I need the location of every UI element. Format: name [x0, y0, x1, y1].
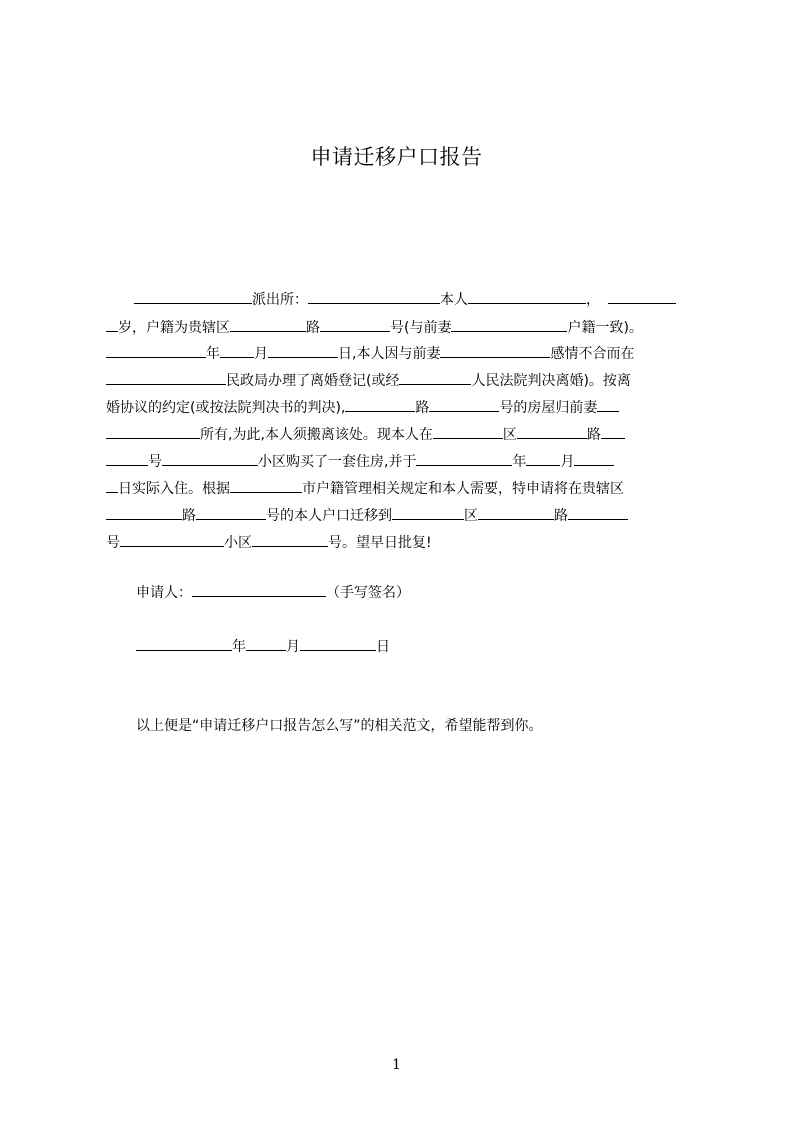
body-line-8: [106, 477, 700, 501]
body-text: 路: [586, 427, 601, 443]
fill-blank[interactable]: [440, 342, 550, 358]
fill-blank[interactable]: [196, 504, 266, 520]
applicant-line: [136, 581, 410, 605]
footer-note: [136, 714, 543, 738]
body-text: 号: [106, 535, 120, 551]
fill-blank[interactable]: [433, 423, 503, 439]
fill-blank[interactable]: [230, 477, 302, 493]
fill-blank[interactable]: [308, 288, 440, 304]
body-line-6: [106, 423, 700, 447]
fill-blank[interactable]: [416, 450, 512, 466]
body-line-4: [106, 369, 700, 393]
body-line-5: [106, 396, 700, 420]
day-label: 日: [376, 639, 390, 655]
fill-blank[interactable]: [252, 531, 328, 547]
fill-blank[interactable]: [392, 504, 464, 520]
body-text: 区: [502, 427, 517, 443]
body-line-10: [106, 531, 700, 555]
fill-blank[interactable]: [106, 316, 118, 332]
body-text: 感情不合而在: [550, 346, 635, 362]
fill-blank[interactable]: [608, 288, 676, 304]
fill-blank[interactable]: [106, 477, 118, 493]
body-text: 小区: [224, 535, 252, 551]
body-text: 小区购买了一套住房,并于: [258, 454, 417, 470]
fill-blank[interactable]: [106, 504, 182, 520]
body-line-7: [106, 450, 700, 474]
fill-blank[interactable]: [597, 396, 619, 412]
body-text: 婚协议的约定(或按法院判决书的判决),: [106, 400, 346, 416]
body-text: 号: [148, 454, 162, 470]
fill-blank[interactable]: [601, 423, 625, 439]
day-blank[interactable]: [300, 635, 376, 651]
document-title: 申请迁移户口报告: [310, 145, 483, 169]
body-text: 年: [512, 454, 527, 470]
month-blank[interactable]: [246, 635, 286, 651]
fill-blank[interactable]: [478, 504, 554, 520]
footer-note-text: 以上便是“申请迁移户口报告怎么写”的相关范文，希望能帮到你。: [136, 718, 543, 734]
fill-blank[interactable]: [451, 316, 567, 332]
year-label: 年: [232, 639, 246, 655]
body-text: 人民法院判决离婚)。按离: [471, 373, 631, 389]
body-text: 区: [464, 508, 478, 524]
body-text: 号的房屋归前妻: [499, 400, 598, 416]
fill-blank[interactable]: [468, 288, 586, 304]
fill-blank[interactable]: [345, 396, 415, 412]
fill-blank[interactable]: [320, 316, 390, 332]
body-text: 号(与前妻: [390, 320, 452, 336]
fill-blank[interactable]: [106, 450, 148, 466]
body-text: 月: [254, 346, 268, 362]
body-text: ，: [586, 292, 600, 308]
body-text: 岁，户籍为贵辖区: [118, 320, 230, 336]
body-text: 路: [182, 508, 196, 524]
body-text: 号的本人户口迁移到: [266, 508, 392, 524]
signature-note: （手写签名）: [326, 585, 410, 601]
body-text: 所有,为此,本人须搬离该处。现本人在: [200, 427, 433, 443]
body-text: 日,本人因与前妻: [338, 346, 441, 362]
body-line-9: [106, 504, 700, 528]
fill-blank[interactable]: [106, 342, 206, 358]
fill-blank[interactable]: [106, 423, 200, 439]
year-blank[interactable]: [136, 635, 232, 651]
fill-blank[interactable]: [268, 342, 338, 358]
body-line-3: [106, 342, 700, 366]
body-line-1: [106, 288, 700, 312]
fill-blank[interactable]: [574, 450, 614, 466]
body-text: 户籍一致)。: [567, 320, 643, 336]
signature-blank[interactable]: [192, 581, 326, 597]
body-text: 号。望早日批复!: [328, 535, 432, 551]
fill-blank[interactable]: [134, 288, 252, 304]
fill-blank[interactable]: [120, 531, 224, 547]
body-text: 月: [560, 454, 575, 470]
body-text: 日实际入住。根据: [118, 481, 230, 497]
body-text: 路: [306, 320, 320, 336]
applicant-label: 申请人：: [136, 585, 192, 601]
body-text: 市户籍管理相关规定和本人需要，特申请将在贵辖区: [302, 481, 624, 497]
fill-blank[interactable]: [526, 450, 560, 466]
page-number: 1: [392, 1057, 401, 1073]
body-text: 本人: [440, 292, 468, 308]
fill-blank[interactable]: [517, 423, 587, 439]
fill-blank[interactable]: [230, 316, 306, 332]
fill-blank[interactable]: [220, 342, 254, 358]
fill-blank[interactable]: [429, 396, 499, 412]
body-text: 派出所：: [252, 292, 308, 308]
body-line-2: [106, 316, 700, 340]
fill-blank[interactable]: [162, 450, 258, 466]
body-text: 民政局办理了离婚登记(或经: [226, 373, 400, 389]
fill-blank[interactable]: [106, 369, 226, 385]
fill-blank[interactable]: [399, 369, 471, 385]
body-text: 路: [415, 400, 430, 416]
date-line: [136, 635, 390, 659]
indent-space: [106, 289, 134, 304]
body-text: 路: [554, 508, 568, 524]
month-label: 月: [286, 639, 300, 655]
fill-blank[interactable]: [568, 504, 628, 520]
body-text: 年: [206, 346, 220, 362]
